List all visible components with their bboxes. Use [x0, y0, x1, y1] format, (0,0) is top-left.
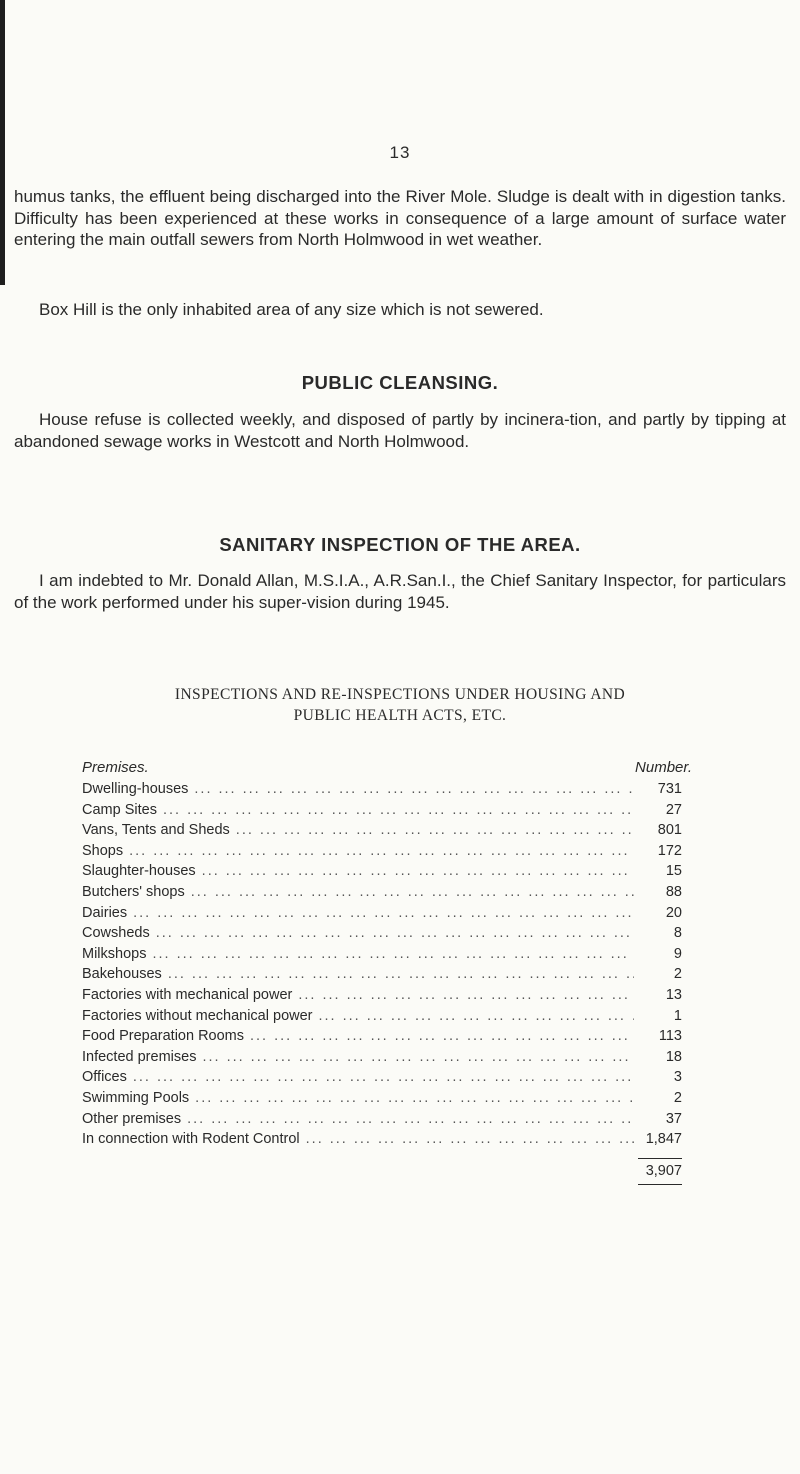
premises-label: Food Preparation Rooms [82, 1028, 244, 1045]
table-row [82, 1131, 682, 1152]
number-value: 8 [673, 925, 682, 942]
leader-dots [157, 802, 634, 818]
premises-label: Butchers' shops [82, 883, 185, 900]
table-row [82, 863, 682, 884]
public-cleansing-paragraph: House refuse is collected weekly, and disposed of partly by incinera-tion, and partly by tipping at abandoned sewage works in Westcott and North Holmwood. [14, 410, 786, 451]
premises-label: Factories without mechanical power [82, 1007, 313, 1024]
table-row [82, 843, 682, 864]
leader-dots [146, 946, 634, 962]
number-value: 27 [665, 801, 682, 818]
number-value: 113 [658, 1028, 682, 1045]
intro-paragraph-2: Box Hill is the only inhabited area of any size which is not sewered. [39, 300, 544, 319]
leader-dots [244, 1028, 634, 1044]
leader-dots [188, 781, 634, 797]
leader-dots [292, 987, 634, 1003]
table-row [82, 822, 682, 843]
number-value: 172 [657, 842, 682, 859]
total-rule-top [638, 1158, 682, 1160]
number-value: 2 [673, 1089, 682, 1106]
sanitary-inspection-paragraph: I am indebted to Mr. Donald Allan, M.S.I.A., A.R.San.I., the Chief Sanitary Inspector, for particulars of the work performed under his super-vision during 1945. [14, 571, 786, 612]
premises-label: Bakehouses [82, 966, 162, 983]
premises-label: In connection with Rodent Control [82, 1131, 300, 1148]
premises-label: Swimming Pools [82, 1089, 190, 1106]
leader-dots [181, 1111, 634, 1127]
inspections-table [82, 759, 692, 1179]
number-value: 1 [673, 1007, 682, 1024]
premises-label: Factories with mechanical power [82, 986, 293, 1003]
sanitary-inspection-heading: SANITARY INSPECTION OF THE AREA. [219, 534, 581, 555]
table-total: 3,907 [645, 1162, 682, 1179]
number-value: 1,847 [645, 1131, 682, 1148]
table-row [82, 1008, 682, 1029]
table-row [82, 925, 682, 946]
number-value: 3 [673, 1069, 682, 1086]
table-row [82, 1028, 682, 1049]
number-value: 88 [665, 883, 682, 900]
leader-dots [300, 1131, 634, 1147]
leader-dots [313, 1008, 635, 1024]
premises-label: Dwelling-houses [82, 781, 189, 797]
premises-label: Offices [82, 1069, 127, 1086]
public-cleansing-heading: PUBLIC CLEANSING. [301, 372, 499, 393]
table-row [82, 1049, 682, 1070]
premises-column-header: Premises. [82, 759, 149, 776]
premises-label: Cowsheds [82, 925, 150, 942]
number-value: 37 [665, 1110, 682, 1127]
table-row [82, 884, 682, 905]
premises-label: Shops [82, 842, 124, 859]
inspections-table-title-line-2: PUBLIC HEALTH ACTS, ETC. [293, 707, 507, 724]
number-value: 18 [665, 1048, 682, 1065]
premises-label: Infected premises [82, 1048, 197, 1065]
table-row [82, 966, 682, 987]
leader-dots [123, 843, 634, 859]
premises-label: Vans, Tents and Sheds [82, 822, 230, 839]
number-value: 13 [665, 986, 682, 1003]
leader-dots [150, 925, 634, 941]
number-value: 731 [657, 781, 682, 797]
table-row [82, 946, 682, 967]
table-row [82, 802, 682, 823]
inspections-table-title-line-1: INSPECTIONS AND RE-INSPECTIONS UNDER HOUSING AND [174, 686, 626, 703]
premises-label: Milkshops [82, 945, 147, 962]
table-header-row [82, 759, 692, 781]
number-value: 2 [673, 966, 682, 983]
leader-dots [196, 863, 634, 879]
total-rule-bottom [638, 1184, 682, 1186]
table-row [82, 1111, 682, 1132]
intro-paragraph-1: humus tanks, the effluent being discharged into the River Mole. Sludge is dealt with in digestion tanks. Difficulty has been experienced at these works in consequence of a large amount of surface water entering the main outfall sewers from North Holmwood in wet weather. [14, 187, 786, 249]
table-body [82, 781, 682, 1152]
leader-dots [230, 822, 634, 838]
number-value: 9 [673, 945, 682, 962]
number-value: 15 [665, 863, 682, 880]
leader-dots [127, 1069, 634, 1085]
table-row [82, 1069, 682, 1090]
table-row [82, 781, 682, 802]
leader-dots [127, 905, 634, 921]
premises-label: Slaughter-houses [82, 863, 196, 880]
leader-dots [189, 1090, 634, 1106]
number-value: 801 [657, 822, 682, 839]
leader-dots [185, 884, 634, 900]
number-column-header: Number. [635, 759, 692, 776]
table-row [82, 905, 682, 926]
premises-label: Dairies [82, 904, 128, 921]
table-row [82, 987, 682, 1008]
leader-dots [162, 966, 634, 982]
premises-label: Camp Sites [82, 801, 157, 818]
premises-label: Other premises [82, 1110, 182, 1127]
leader-dots [196, 1049, 634, 1065]
table-row [82, 1090, 682, 1111]
page-number: 13 [389, 143, 411, 162]
number-value: 20 [665, 904, 682, 921]
